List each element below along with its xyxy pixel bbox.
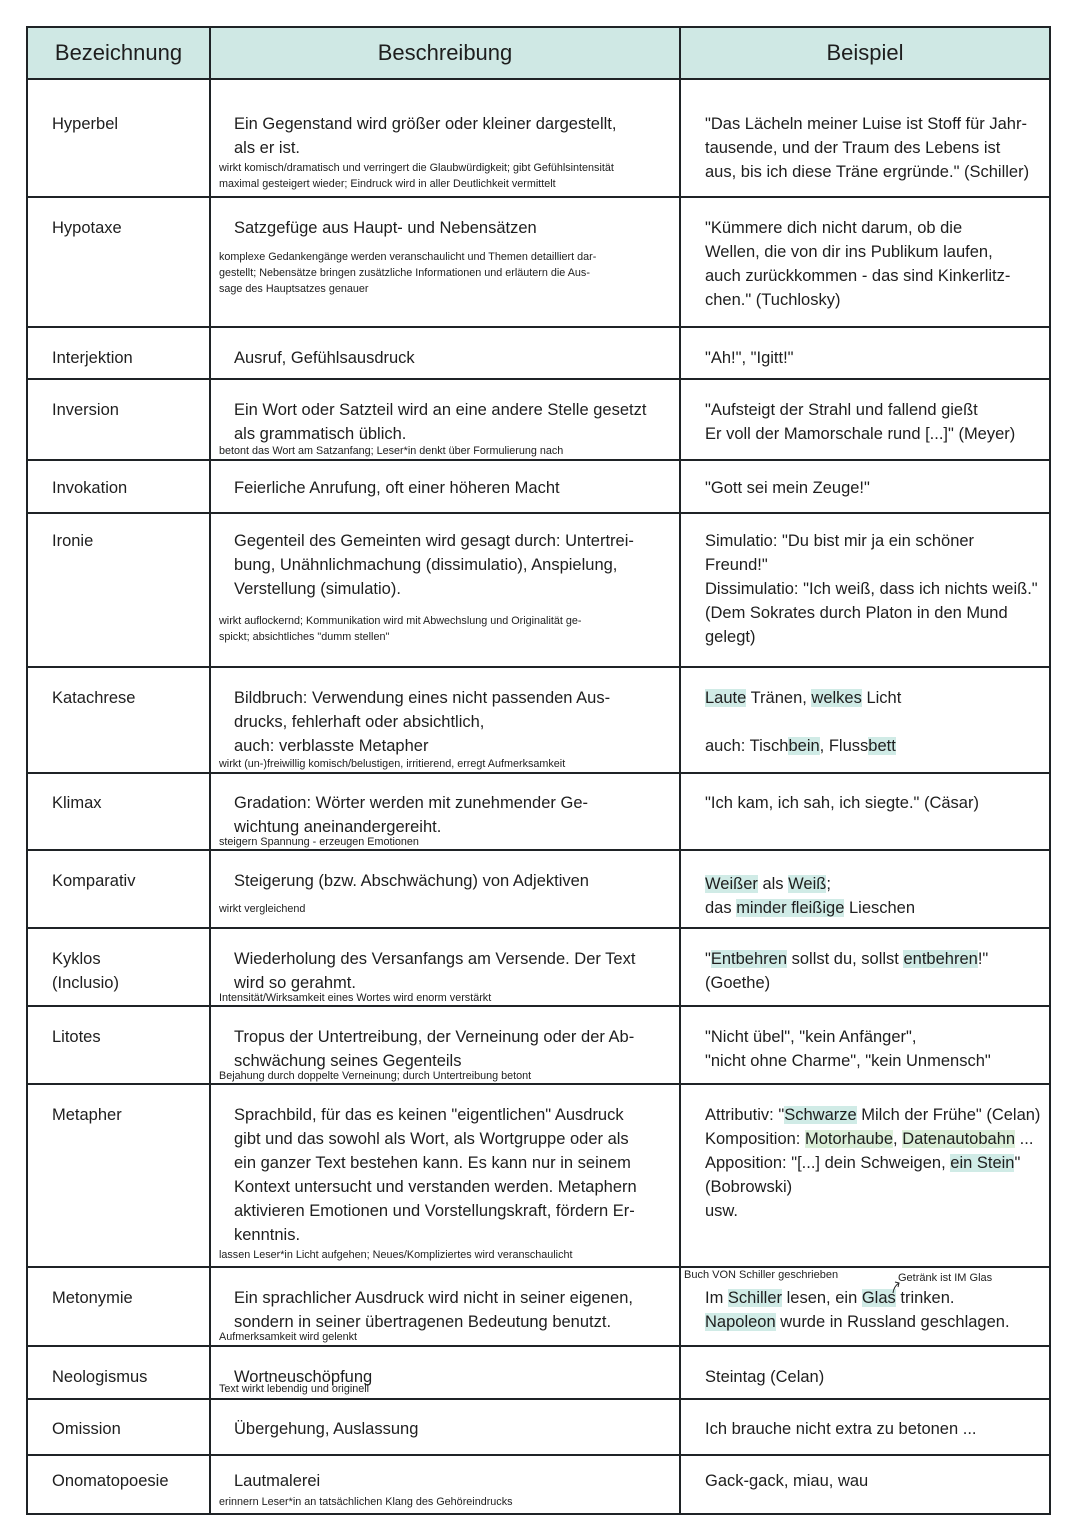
example-segment: Komposition: xyxy=(705,1130,805,1148)
description-line: Ein Gegenstand wird größer oder kleiner dargestellt, xyxy=(234,115,617,133)
example-line: Steintag (Celan) xyxy=(705,1368,825,1386)
term-cell xyxy=(28,514,209,666)
description-line: drucks, fehlerhaft oder absichtlich, xyxy=(234,713,485,731)
effect-note-line: Intensität/Wirksamkeit eines Wortes wird enorm verstärkt xyxy=(219,992,492,1004)
effect-note xyxy=(219,1247,679,1263)
example-cell xyxy=(679,198,1049,326)
example-cell xyxy=(679,1456,1049,1515)
term-cell xyxy=(28,328,209,378)
effect-note xyxy=(219,1381,679,1397)
description-line: Steigerung (bzw. Abschwächung) von Adjektiven xyxy=(234,872,589,890)
term-name: Hypotaxe xyxy=(52,219,122,237)
example-line: Dissimulatio: "Ich weiß, dass ich nichts weiß." xyxy=(705,580,1038,598)
example-line: "Ich kam, ich sah, ich siegte." (Cäsar) xyxy=(705,794,979,812)
example-line: Gack-gack, miau, wau xyxy=(705,1472,869,1490)
example-segment: " xyxy=(705,950,711,968)
highlighted-term: Entbehren xyxy=(710,950,788,968)
term-name: Kyklos xyxy=(52,950,101,968)
description-line: Bildbruch: Verwendung eines nicht passenden Aus- xyxy=(234,689,611,707)
example-line: tausende, und der Traum des Lebens ist xyxy=(705,139,1001,157)
description-cell xyxy=(209,774,679,849)
margin-annotation: Getränk ist IM Glas xyxy=(898,1272,993,1284)
example-segment: Licht xyxy=(861,689,902,707)
example-line: Wellen, die von dir ins Publikum laufen, xyxy=(705,243,993,261)
effect-note-line: wirkt auflockernd; Kommunikation wird mit Abwechslung und Originalität ge- xyxy=(219,615,582,627)
description-line: Gegenteil des Gemeinten wird gesagt durch: Untertrei- xyxy=(234,532,634,550)
effect-note-line: komplexe Gedankengänge werden veranschaulicht und Themen detailliert dar- xyxy=(219,251,597,263)
example-line: "Kümmere dich nicht darum, ob die xyxy=(705,219,963,237)
description-cell xyxy=(209,851,679,927)
header-term: Bezeichnung xyxy=(54,40,183,65)
description-cell xyxy=(209,929,679,1005)
highlighted-term: Schwarze xyxy=(784,1106,857,1124)
example-line: auch zurückkommen - das sind Kinkerlitz- xyxy=(705,267,1011,285)
example-cell xyxy=(679,461,1049,512)
highlighted-term: Datenautobahn xyxy=(902,1130,1016,1148)
example-cell xyxy=(679,774,1049,849)
row-klimax xyxy=(28,772,1049,849)
example-line: Er voll der Mamorschale rund [...]" (Meyer) xyxy=(705,425,1016,443)
example-segment: ... xyxy=(1015,1130,1034,1148)
example-cell xyxy=(679,80,1049,196)
example-segment: als xyxy=(757,875,789,893)
example-segment: !" xyxy=(977,950,989,968)
example-cell xyxy=(679,514,1049,666)
term-name: Invokation xyxy=(52,479,128,497)
description-line: Ausruf, Gefühlsausdruck xyxy=(234,349,415,367)
example-segment: Lieschen xyxy=(844,899,916,917)
term-cell xyxy=(28,851,209,927)
description-cell xyxy=(209,514,679,666)
effect-note-line: wirkt komisch/dramatisch und verringert die Glaubwürdigkeit; gibt Gefühlsintensität xyxy=(219,162,614,174)
example-cell xyxy=(679,929,1049,1005)
highlighted-term: Laute xyxy=(705,689,747,707)
example-line xyxy=(705,1310,1049,1334)
description-cell xyxy=(209,380,679,459)
row-interjektion xyxy=(28,326,1049,378)
example-line xyxy=(705,734,1049,758)
term-name: Onomatopoesie xyxy=(52,1472,169,1490)
term-name: Inversion xyxy=(52,401,119,419)
description-line: Tropus der Untertreibung, der Verneinung oder der Ab- xyxy=(234,1028,635,1046)
description-line: Wortneuschöpfung xyxy=(234,1368,373,1386)
description-line: Wiederholung des Versanfangs am Versende. Der Text xyxy=(234,950,636,968)
effect-note-line: gestellt; Nebensätze bringen zusätzliche Informationen und erläutern die Aus- xyxy=(219,267,590,279)
example-segment: ; xyxy=(826,875,831,893)
description-cell xyxy=(209,668,679,772)
effect-note-line: steigern Spannung - erzeugen Emotionen xyxy=(219,836,419,848)
example-segment: , Fluss xyxy=(819,737,869,755)
description-line: Übergehung, Auslassung xyxy=(234,1420,419,1438)
description-line: auch: verblasste Metapher xyxy=(234,737,429,755)
term-cell xyxy=(28,1400,209,1454)
effect-note xyxy=(219,990,679,1005)
row-hypotaxe xyxy=(28,196,1049,326)
description-line: sondern in seiner übertragenen Bedeutung benutzt. xyxy=(234,1313,612,1331)
example-line xyxy=(705,872,1049,896)
term-name: Klimax xyxy=(52,794,102,812)
example-segment: wurde in Russland geschlagen. xyxy=(775,1313,1010,1331)
example-cell xyxy=(679,1347,1049,1398)
example-line: "nicht ohne Charme", "kein Unmensch" xyxy=(705,1052,991,1070)
example-line: (Goethe) xyxy=(705,974,771,992)
description-cell xyxy=(209,1085,679,1266)
effect-note xyxy=(219,613,679,645)
table-header xyxy=(28,28,1049,78)
row-invokation xyxy=(28,459,1049,512)
example-line xyxy=(705,896,1049,920)
example-segment: trinken. xyxy=(895,1289,955,1307)
highlighted-term: bett xyxy=(868,737,896,755)
effect-note xyxy=(219,1494,679,1510)
effect-note-line: sage des Hauptsatzes genauer xyxy=(219,283,369,295)
row-ironie xyxy=(28,512,1049,666)
effect-note xyxy=(219,901,679,917)
example-line: aus, bis ich diese Träne ergründe." (Schiller) xyxy=(705,163,1030,181)
rhetorical-figures-table xyxy=(26,26,1051,1515)
term-name: (Inclusio) xyxy=(52,974,119,992)
example-line xyxy=(705,947,1049,971)
term-cell xyxy=(28,380,209,459)
term-cell xyxy=(28,668,209,772)
term-cell xyxy=(28,1456,209,1515)
term-cell xyxy=(28,1268,209,1345)
description-line: Kontext untersucht und verstanden werden. Metaphern xyxy=(234,1178,637,1196)
example-line: chen." (Tuchlosky) xyxy=(705,291,841,309)
example-cell xyxy=(679,1268,1049,1345)
description-line: wird so gerahmt. xyxy=(234,974,356,992)
highlighted-term: ein Stein xyxy=(950,1154,1015,1172)
highlighted-term: welkes xyxy=(811,689,862,707)
highlighted-term: Weiß xyxy=(788,875,827,893)
description-line: Feierliche Anrufung, oft einer höheren Macht xyxy=(234,479,560,497)
example-line: "Das Lächeln meiner Luise ist Stoff für Jahr- xyxy=(705,115,1027,133)
example-line: Ich brauche nicht extra zu betonen ... xyxy=(705,1420,977,1438)
example-segment: lesen, ein xyxy=(782,1289,862,1307)
effect-note xyxy=(219,1068,679,1083)
highlighted-term: entbehren xyxy=(903,950,978,968)
row-litotes xyxy=(28,1005,1049,1083)
effect-note-line: wirkt (un-)freiwillig komisch/belustigen, irritierend, erregt Aufmerksamkeit xyxy=(219,758,566,770)
description-cell xyxy=(209,1456,679,1515)
example-line xyxy=(705,710,1049,734)
highlighted-term: minder fleißige xyxy=(736,899,845,917)
example-line: "Aufsteigt der Strahl und fallend gießt xyxy=(705,401,978,419)
effect-note xyxy=(219,756,679,772)
row-metapher xyxy=(28,1083,1049,1266)
row-hyperbel xyxy=(28,78,1049,196)
highlighted-term: Schiller xyxy=(727,1289,783,1307)
example-cell xyxy=(679,1007,1049,1083)
margin-annotation: Buch VON Schiller geschrieben xyxy=(684,1269,839,1281)
example-line: "Gott sei mein Zeuge!" xyxy=(705,479,870,497)
effect-note-line: spickt; absichtliches "dumm stellen" xyxy=(219,631,390,643)
example-line: (Bobrowski) xyxy=(705,1178,793,1196)
description-cell xyxy=(209,328,679,378)
highlighted-term: Napoleon xyxy=(705,1313,776,1331)
description-line: aktivieren Emotionen und Vorstellungskraft, fördern Er- xyxy=(234,1202,635,1220)
term-name: Hyperbel xyxy=(52,115,119,133)
effect-note xyxy=(219,160,679,192)
row-inversion xyxy=(28,378,1049,459)
description-line: schwächung seines Gegenteils xyxy=(234,1052,462,1070)
term-name: Omission xyxy=(52,1420,121,1438)
description-line: bung, Unähnlichmachung (dissimulatio), Anspielung, xyxy=(234,556,618,574)
description-cell xyxy=(209,80,679,196)
example-segment: Milch der Frühe" (Celan) xyxy=(856,1106,1041,1124)
term-name: Metapher xyxy=(52,1106,122,1124)
example-segment: Tränen, xyxy=(746,689,812,707)
description-line: als grammatisch üblich. xyxy=(234,425,407,443)
term-name: Komparativ xyxy=(52,872,136,890)
description-line: Sprachbild, für das es keinen "eigentlichen" Ausdruck xyxy=(234,1106,624,1124)
effect-note xyxy=(219,249,679,297)
description-line: Lautmalerei xyxy=(234,1472,321,1490)
term-name: Litotes xyxy=(52,1028,101,1046)
example-segment: " xyxy=(1014,1154,1021,1172)
highlighted-term: Motorhaube xyxy=(804,1130,894,1148)
term-cell xyxy=(28,198,209,326)
example-segment: sollst du, sollst xyxy=(787,950,904,968)
row-neologismus xyxy=(28,1345,1049,1398)
description-line: Gradation: Wörter werden mit zunehmender Ge- xyxy=(234,794,588,812)
example-line: (Dem Sokrates durch Platon in den Mund xyxy=(705,604,1008,622)
term-name: Katachrese xyxy=(52,689,136,707)
term-name: Neologismus xyxy=(52,1368,148,1386)
example-segment: das xyxy=(705,899,737,917)
row-onomatopoesie xyxy=(28,1454,1049,1515)
effect-note-line: maximal gesteigert wieder; Eindruck wird in aller Deutlichkeit vermittelt xyxy=(219,178,556,190)
description-line: gibt und das sowohl als Wort, als Wortgruppe oder als xyxy=(234,1130,629,1148)
effect-note-line: Bejahung durch doppelte Verneinung; durch Untertreibung betont xyxy=(219,1070,532,1082)
header-example: Beispiel xyxy=(679,28,1049,78)
example-segment: Im xyxy=(705,1289,728,1307)
example-segment: , xyxy=(893,1130,903,1148)
description-cell xyxy=(209,1400,679,1454)
effect-note xyxy=(219,834,679,849)
term-name: Metonymie xyxy=(52,1289,133,1307)
example-line xyxy=(705,686,1049,710)
row-kyklos xyxy=(28,927,1049,1005)
description-line: Satzgefüge aus Haupt- und Nebensätzen xyxy=(234,219,537,237)
effect-note-line: betont das Wort am Satzanfang; Leser*in denkt über Formulierung nach xyxy=(219,445,564,457)
description-cell xyxy=(209,1347,679,1398)
description-line: Ein Wort oder Satzteil wird an eine andere Stelle gesetzt xyxy=(234,401,647,419)
description-cell xyxy=(209,1268,679,1345)
term-cell xyxy=(28,774,209,849)
description-line: als er ist. xyxy=(234,139,301,157)
example-cell xyxy=(679,668,1049,772)
example-line: usw. xyxy=(705,1202,739,1220)
term-cell xyxy=(28,461,209,512)
effect-note-line: erinnern Leser*in an tatsächlichen Klang des Gehöreindrucks xyxy=(219,1496,513,1508)
row-omission xyxy=(28,1398,1049,1454)
term-cell xyxy=(28,80,209,196)
example-line xyxy=(705,1127,1049,1151)
term-cell xyxy=(28,1347,209,1398)
term-name: Ironie xyxy=(52,532,94,550)
effect-note-line: Aufmerksamkeit wird gelenkt xyxy=(219,1331,358,1343)
highlighted-term: bein xyxy=(788,737,820,755)
term-cell xyxy=(28,1007,209,1083)
annotation-arrow-icon xyxy=(681,1268,1049,1308)
effect-note xyxy=(219,443,679,459)
example-cell xyxy=(679,1400,1049,1454)
example-cell xyxy=(679,851,1049,927)
table-body xyxy=(28,78,1049,1515)
highlighted-term: Weißer xyxy=(705,875,758,893)
description-cell xyxy=(209,198,679,326)
example-segment: Attributiv: " xyxy=(705,1106,785,1124)
term-cell xyxy=(28,929,209,1005)
row-komparativ xyxy=(28,849,1049,927)
description-line: Ein sprachlicher Ausdruck wird nicht in seiner eigenen, xyxy=(234,1289,633,1307)
effect-note-line: wirkt vergleichend xyxy=(219,903,306,915)
effect-note-line: Text wirkt lebendig und originell xyxy=(219,1383,370,1395)
description-cell xyxy=(209,1007,679,1083)
row-katachrese xyxy=(28,666,1049,772)
term-cell xyxy=(28,1085,209,1266)
example-line: Simulatio: "Du bist mir ja ein schöner xyxy=(705,532,975,550)
description-line: wichtung aneinandergereiht. xyxy=(234,818,442,836)
effect-note-line: lassen Leser*in Licht aufgehen; Neues/Kompliziertes wird veranschaulicht xyxy=(219,1249,573,1261)
example-line: Freund!" xyxy=(705,556,768,574)
description-line: ein ganzer Text bestehen kann. Es kann nur in seinem xyxy=(234,1154,631,1172)
example-line xyxy=(705,1103,1049,1127)
example-cell xyxy=(679,380,1049,459)
header-description: Beschreibung xyxy=(209,28,679,78)
example-segment: Apposition: "[...] dein Schweigen, xyxy=(705,1154,951,1172)
example-cell xyxy=(679,328,1049,378)
description-line: Verstellung (simulatio). xyxy=(234,580,401,598)
highlighted-term: Glas xyxy=(861,1289,896,1307)
row-metonymie xyxy=(28,1266,1049,1345)
description-cell xyxy=(209,461,679,512)
example-segment: auch: Tisch xyxy=(705,737,789,755)
description-line: kenntnis. xyxy=(234,1226,301,1244)
example-line xyxy=(705,1151,1049,1175)
example-line: gelegt) xyxy=(705,628,756,646)
example-cell xyxy=(679,1085,1049,1266)
example-line: "Ah!", "Igitt!" xyxy=(705,349,794,367)
term-name: Interjektion xyxy=(52,349,133,367)
example-line: "Nicht übel", "kein Anfänger", xyxy=(705,1028,917,1046)
